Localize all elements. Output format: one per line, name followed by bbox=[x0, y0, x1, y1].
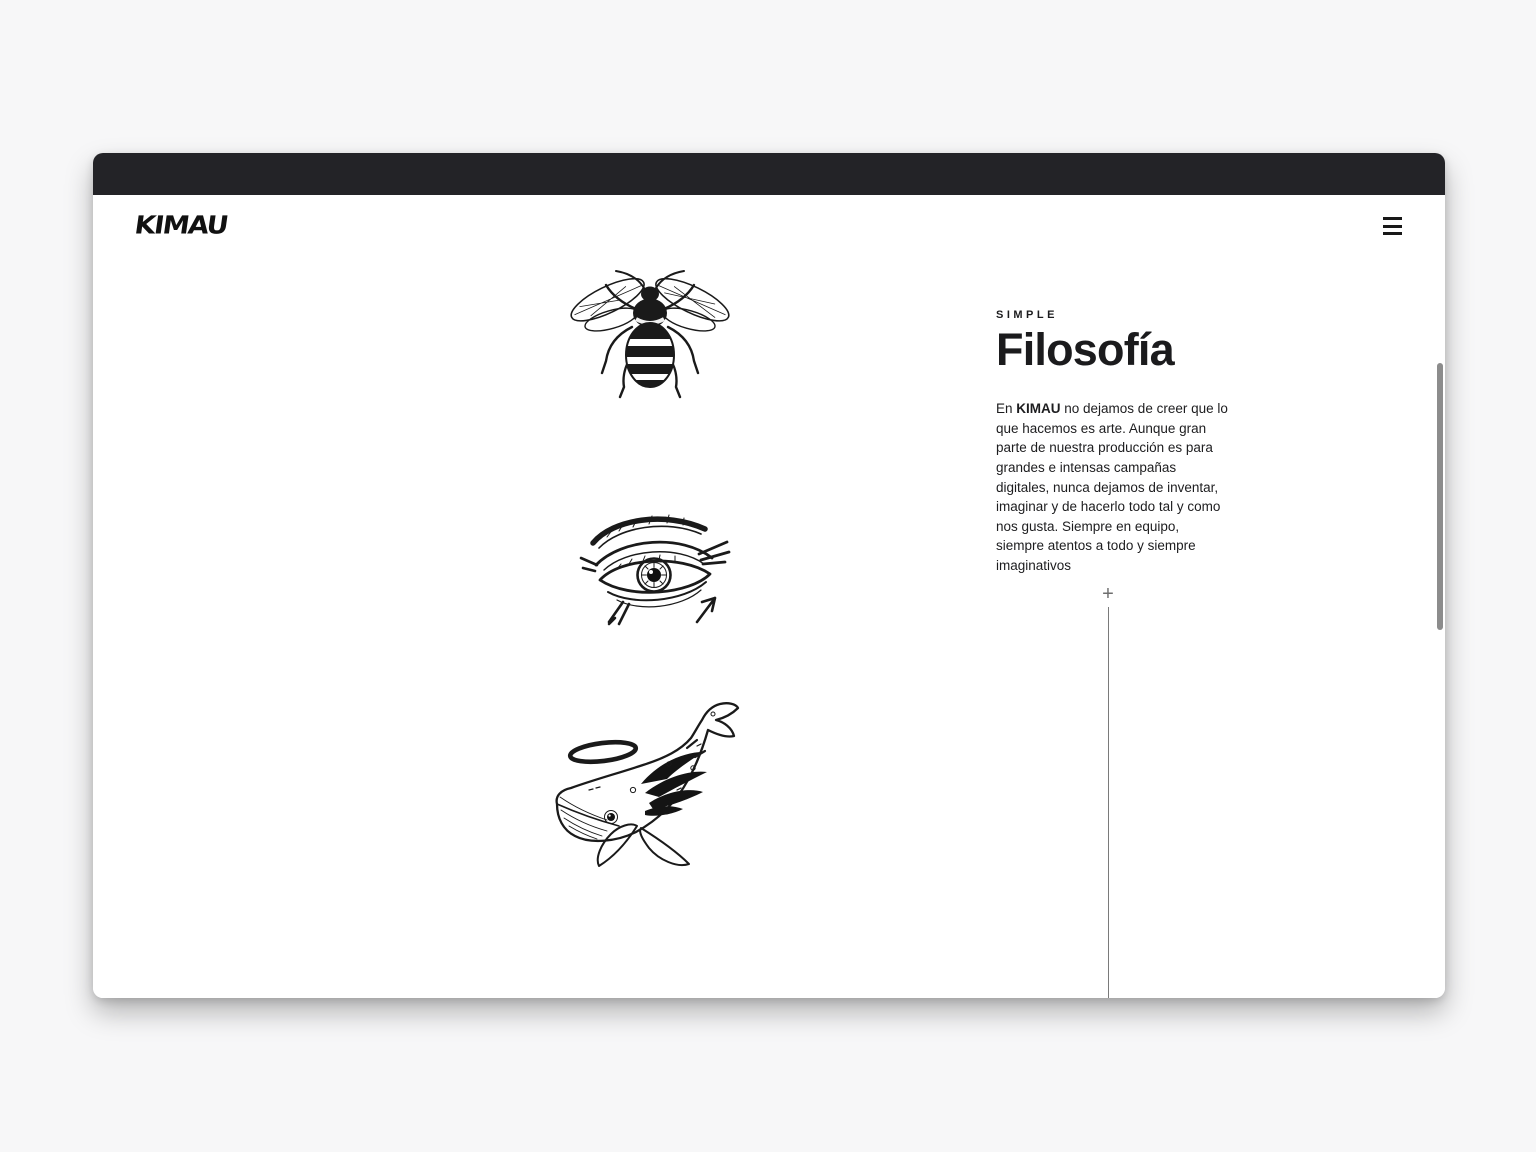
whale-illustration bbox=[545, 700, 747, 876]
window-titlebar bbox=[93, 153, 1445, 195]
browser-window bbox=[93, 153, 1445, 998]
brand-name: KIMAU bbox=[1016, 401, 1061, 417]
hamburger-icon bbox=[1383, 225, 1402, 228]
kimau-logo[interactable]: KIMAU bbox=[132, 211, 230, 240]
paragraph-prefix: En bbox=[996, 401, 1017, 417]
eye-icon bbox=[577, 501, 731, 627]
philosophy-eyebrow: SIMPLE bbox=[996, 309, 1058, 321]
bee-icon bbox=[559, 265, 741, 401]
hamburger-icon bbox=[1383, 217, 1402, 220]
eye-illustration bbox=[577, 501, 731, 627]
site-page bbox=[93, 195, 1445, 998]
bee-illustration bbox=[559, 265, 741, 401]
menu-button[interactable] bbox=[1383, 217, 1402, 235]
timeline-line bbox=[1108, 607, 1109, 998]
scrollbar-thumb[interactable] bbox=[1437, 363, 1443, 630]
philosophy-title: Filosofía bbox=[996, 324, 1174, 375]
paragraph-rest: no dejamos de creer que lo que hacemos es arte. Aunque gran parte de nuestra producción es para grandes e intensas campañas digitales, nunca dejamos de inventar, imaginar y de hacerlo todo tal y como nos gusta. Siempre en equipo, siempre atentos a todo y siempre imaginativos bbox=[996, 401, 1228, 573]
hamburger-icon bbox=[1383, 232, 1402, 235]
whale-icon bbox=[545, 700, 747, 876]
plus-icon: + bbox=[1102, 583, 1114, 605]
philosophy-paragraph bbox=[996, 399, 1228, 575]
philosophy-section bbox=[996, 309, 1228, 575]
